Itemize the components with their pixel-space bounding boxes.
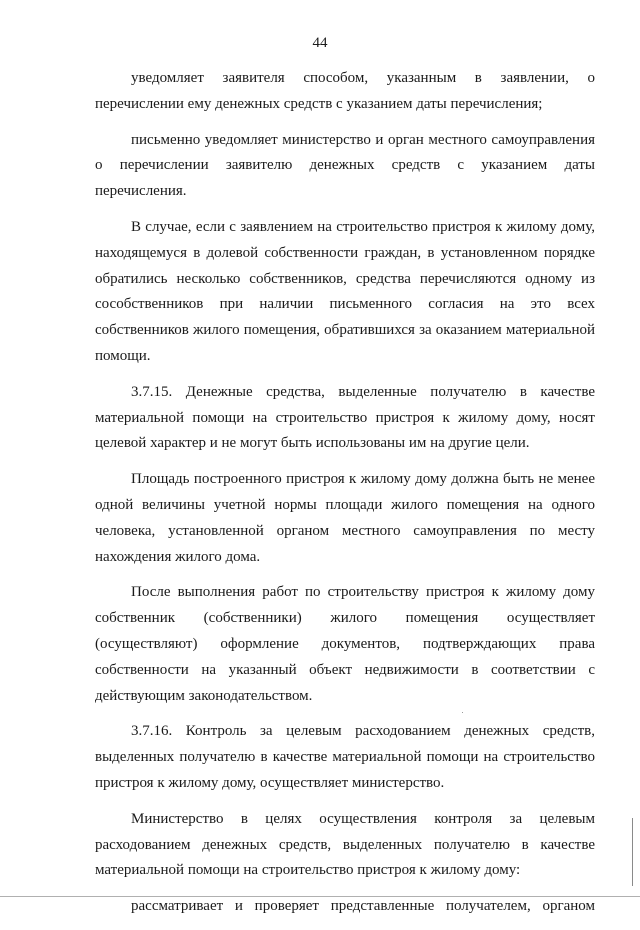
scan-edge-line-bottom: [0, 896, 640, 897]
scan-speck: [462, 712, 463, 713]
scan-edge-line-right: [632, 818, 633, 886]
page-number: 44: [312, 35, 328, 51]
paragraph-shared-ownership: В случае, если с заявлением на строительство пристроя к жилому дому, находящемуся в долевой собственности граждан, в установленном порядке обратились несколько собственников, средства перечисляются одному из сособственников при наличии письменного согласия на это всех собственников жилого помещения, обратившихся за оказанием материальной помощи.: [95, 218, 595, 364]
paragraph-area-requirement: Площадь построенного пристроя к жилому дому должна быть не менее одной величины учетной нормы площади жилого помещения на одного человека, установленной органом местного самоуправления по месту нахождения жилого дома.: [95, 471, 595, 565]
page-body: [95, 66, 595, 930]
paragraph-notify-ministry: письменно уведомляет министерство и орган местного самоуправления о перечислении заявителю денежных средств с указанием даты перечисления.: [95, 131, 595, 200]
paragraph-ownership-registration: После выполнения работ по строительству пристроя к жилому дому собственник (собственники) жилого помещения осуществляет (осуществляют) оформление документов, подтверждающих права собственности на указанный объект недвижимости в соответствии с действующим законодательством.: [95, 584, 595, 704]
paragraph-ministry-control: Министерство в целях осуществления контроля за целевым расходованием денежных средств, выделенных получателю в качестве материальной помощи на строительство пристроя к жилому дому:: [95, 810, 595, 879]
paragraph-reviews-checks: рассматривает и проверяет представленные получателем, органом: [131, 898, 595, 915]
paragraph-notify-applicant: уведомляет заявителя способом, указанным в заявлении, о перечислении ему денежных средств с указанием даты перечисления;: [95, 70, 595, 112]
paragraph-3-7-15: 3.7.15. Денежные средства, выделенные получателю в качестве материальной помощи на строительство пристроя к жилому дому, носят целевой характер и не могут быть использованы им на другие цели.: [95, 383, 595, 452]
paragraph-3-7-16: 3.7.16. Контроль за целевым расходованием денежных средств, выделенных получателю в качестве материальной помощи на строительство пристроя к жилому дому, осуществляет министерство.: [95, 723, 595, 791]
